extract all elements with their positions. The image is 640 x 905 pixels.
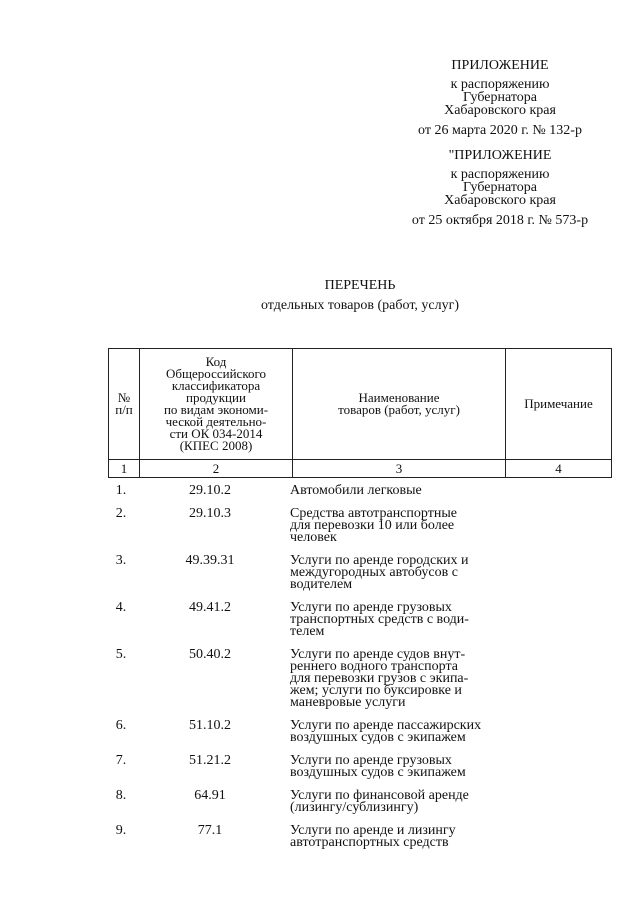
header-line: товаров (работ, услуг) bbox=[338, 402, 460, 417]
appendix-current-block bbox=[400, 58, 600, 139]
table-row bbox=[108, 715, 612, 750]
column-number: 1 bbox=[109, 460, 140, 478]
appendix-heading: "ПРИЛОЖЕНИЕ bbox=[448, 148, 552, 163]
header-line: ческой деятельно- bbox=[165, 414, 267, 429]
row-note bbox=[500, 820, 612, 855]
row-note bbox=[500, 785, 612, 820]
row-name-line: жем; услуги по буксировке и bbox=[290, 683, 462, 698]
row-code: 49.39.31 bbox=[185, 553, 235, 568]
row-name-line: для перевозки грузов с экипа- bbox=[290, 671, 469, 686]
row-note bbox=[500, 550, 612, 597]
header-num bbox=[109, 349, 140, 460]
table-header bbox=[108, 348, 612, 478]
row-name-line: для перевозки 10 или более bbox=[290, 518, 455, 533]
header-line: продукции bbox=[186, 390, 246, 405]
header-line: Примечание bbox=[524, 396, 593, 411]
row-name-line: автотранспортных средств bbox=[290, 835, 449, 850]
goods-table bbox=[108, 480, 612, 855]
row-name-line: Услуги по аренде городских и bbox=[290, 553, 469, 568]
row-note bbox=[500, 503, 612, 550]
row-number: 5. bbox=[115, 647, 127, 662]
row-code: 51.10.2 bbox=[189, 718, 231, 733]
header-line: № bbox=[117, 390, 131, 405]
row-name bbox=[286, 750, 500, 785]
row-name-line: Услуги по аренде пассажирских bbox=[290, 718, 482, 733]
row-name-line: Средства автотранспортные bbox=[290, 506, 457, 521]
header-line: классификатора bbox=[171, 378, 261, 393]
row-name-line: реннего водного транспорта bbox=[290, 659, 458, 674]
row-code: 29.10.3 bbox=[189, 506, 231, 521]
row-name-line: (лизингу/сублизингу) bbox=[290, 800, 419, 815]
row-name-line: маневровые услуги bbox=[290, 695, 406, 710]
header-name bbox=[293, 349, 506, 460]
row-name bbox=[286, 820, 500, 855]
appendix-line: к распоряжению bbox=[450, 77, 550, 92]
row-name-line: Автомобили легковые bbox=[290, 483, 422, 498]
header-line: сти ОК 034-2014 bbox=[169, 426, 263, 441]
table-row bbox=[108, 820, 612, 855]
header-code bbox=[140, 349, 293, 460]
row-name bbox=[286, 550, 500, 597]
appendix-line: Губернатора bbox=[462, 180, 538, 195]
row-name bbox=[286, 597, 500, 644]
row-name-line: Услуги по аренде судов внут- bbox=[290, 647, 466, 662]
row-number: 2. bbox=[115, 506, 127, 521]
row-name bbox=[286, 644, 500, 715]
row-code: 51.21.2 bbox=[189, 753, 231, 768]
row-note bbox=[500, 480, 612, 503]
row-name bbox=[286, 503, 500, 550]
table-row bbox=[108, 503, 612, 550]
table-row bbox=[108, 785, 612, 820]
row-note bbox=[500, 715, 612, 750]
header-line: по видам экономи- bbox=[163, 402, 269, 417]
appendix-line: Хабаровского края bbox=[444, 103, 556, 118]
table-row bbox=[108, 480, 612, 503]
appendix-date: от 26 марта 2020 г. № 132-р bbox=[418, 123, 582, 138]
row-name-line: человек bbox=[290, 530, 337, 545]
appendix-date: от 25 октября 2018 г. № 573-р bbox=[411, 213, 589, 228]
row-code: 29.10.2 bbox=[189, 483, 231, 498]
row-name bbox=[286, 715, 500, 750]
row-note bbox=[500, 597, 612, 644]
header-line: Общероссийского bbox=[166, 366, 266, 381]
row-code: 64.91 bbox=[194, 788, 226, 803]
header-line: п/п bbox=[115, 402, 133, 417]
appendix-previous-block bbox=[400, 148, 600, 229]
row-name-line: воздушных судов с экипажем bbox=[290, 730, 466, 745]
row-note bbox=[500, 750, 612, 785]
appendix-line: Хабаровского края bbox=[444, 193, 556, 208]
document-subtitle: отдельных товаров (работ, услуг) bbox=[260, 298, 460, 313]
table-row bbox=[108, 644, 612, 715]
row-name-line: воздушных судов с экипажем bbox=[290, 765, 466, 780]
row-name-line: Услуги по аренде и лизингу bbox=[290, 823, 456, 838]
row-name-line: телем bbox=[290, 624, 325, 639]
header-line: Код bbox=[205, 354, 227, 369]
header-line: Наименование bbox=[358, 390, 440, 405]
row-number: 1. bbox=[115, 483, 127, 498]
row-number: 8. bbox=[115, 788, 127, 803]
appendix-line: Губернатора bbox=[462, 90, 538, 105]
row-code: 49.41.2 bbox=[189, 600, 231, 615]
row-number: 6. bbox=[115, 718, 127, 733]
table-row bbox=[108, 597, 612, 644]
column-number: 4 bbox=[506, 460, 612, 478]
row-number: 7. bbox=[115, 753, 127, 768]
row-name bbox=[286, 480, 500, 503]
column-number: 2 bbox=[140, 460, 293, 478]
table-row bbox=[108, 750, 612, 785]
appendix-line: к распоряжению bbox=[450, 167, 550, 182]
header-note bbox=[506, 349, 612, 460]
document-title: ПЕРЕЧЕНЬ bbox=[324, 278, 396, 293]
header-line: (КПЕС 2008) bbox=[179, 438, 253, 453]
row-number: 9. bbox=[115, 823, 127, 838]
row-note bbox=[500, 644, 612, 715]
row-name-line: Услуги по финансовой аренде bbox=[290, 788, 469, 803]
row-code: 50.40.2 bbox=[189, 647, 231, 662]
column-number: 3 bbox=[293, 460, 506, 478]
row-name-line: транспортных средств с води- bbox=[290, 612, 469, 627]
row-name-line: Услуги по аренде грузовых bbox=[290, 600, 452, 615]
row-code: 77.1 bbox=[197, 823, 223, 838]
table-row bbox=[108, 550, 612, 597]
row-name-line: Услуги по аренде грузовых bbox=[290, 753, 452, 768]
row-name bbox=[286, 785, 500, 820]
row-name-line: водителем bbox=[290, 577, 353, 592]
appendix-heading: ПРИЛОЖЕНИЕ bbox=[451, 58, 549, 73]
row-number: 4. bbox=[115, 600, 127, 615]
row-name-line: междугородных автобусов с bbox=[290, 565, 458, 580]
row-number: 3. bbox=[115, 553, 127, 568]
